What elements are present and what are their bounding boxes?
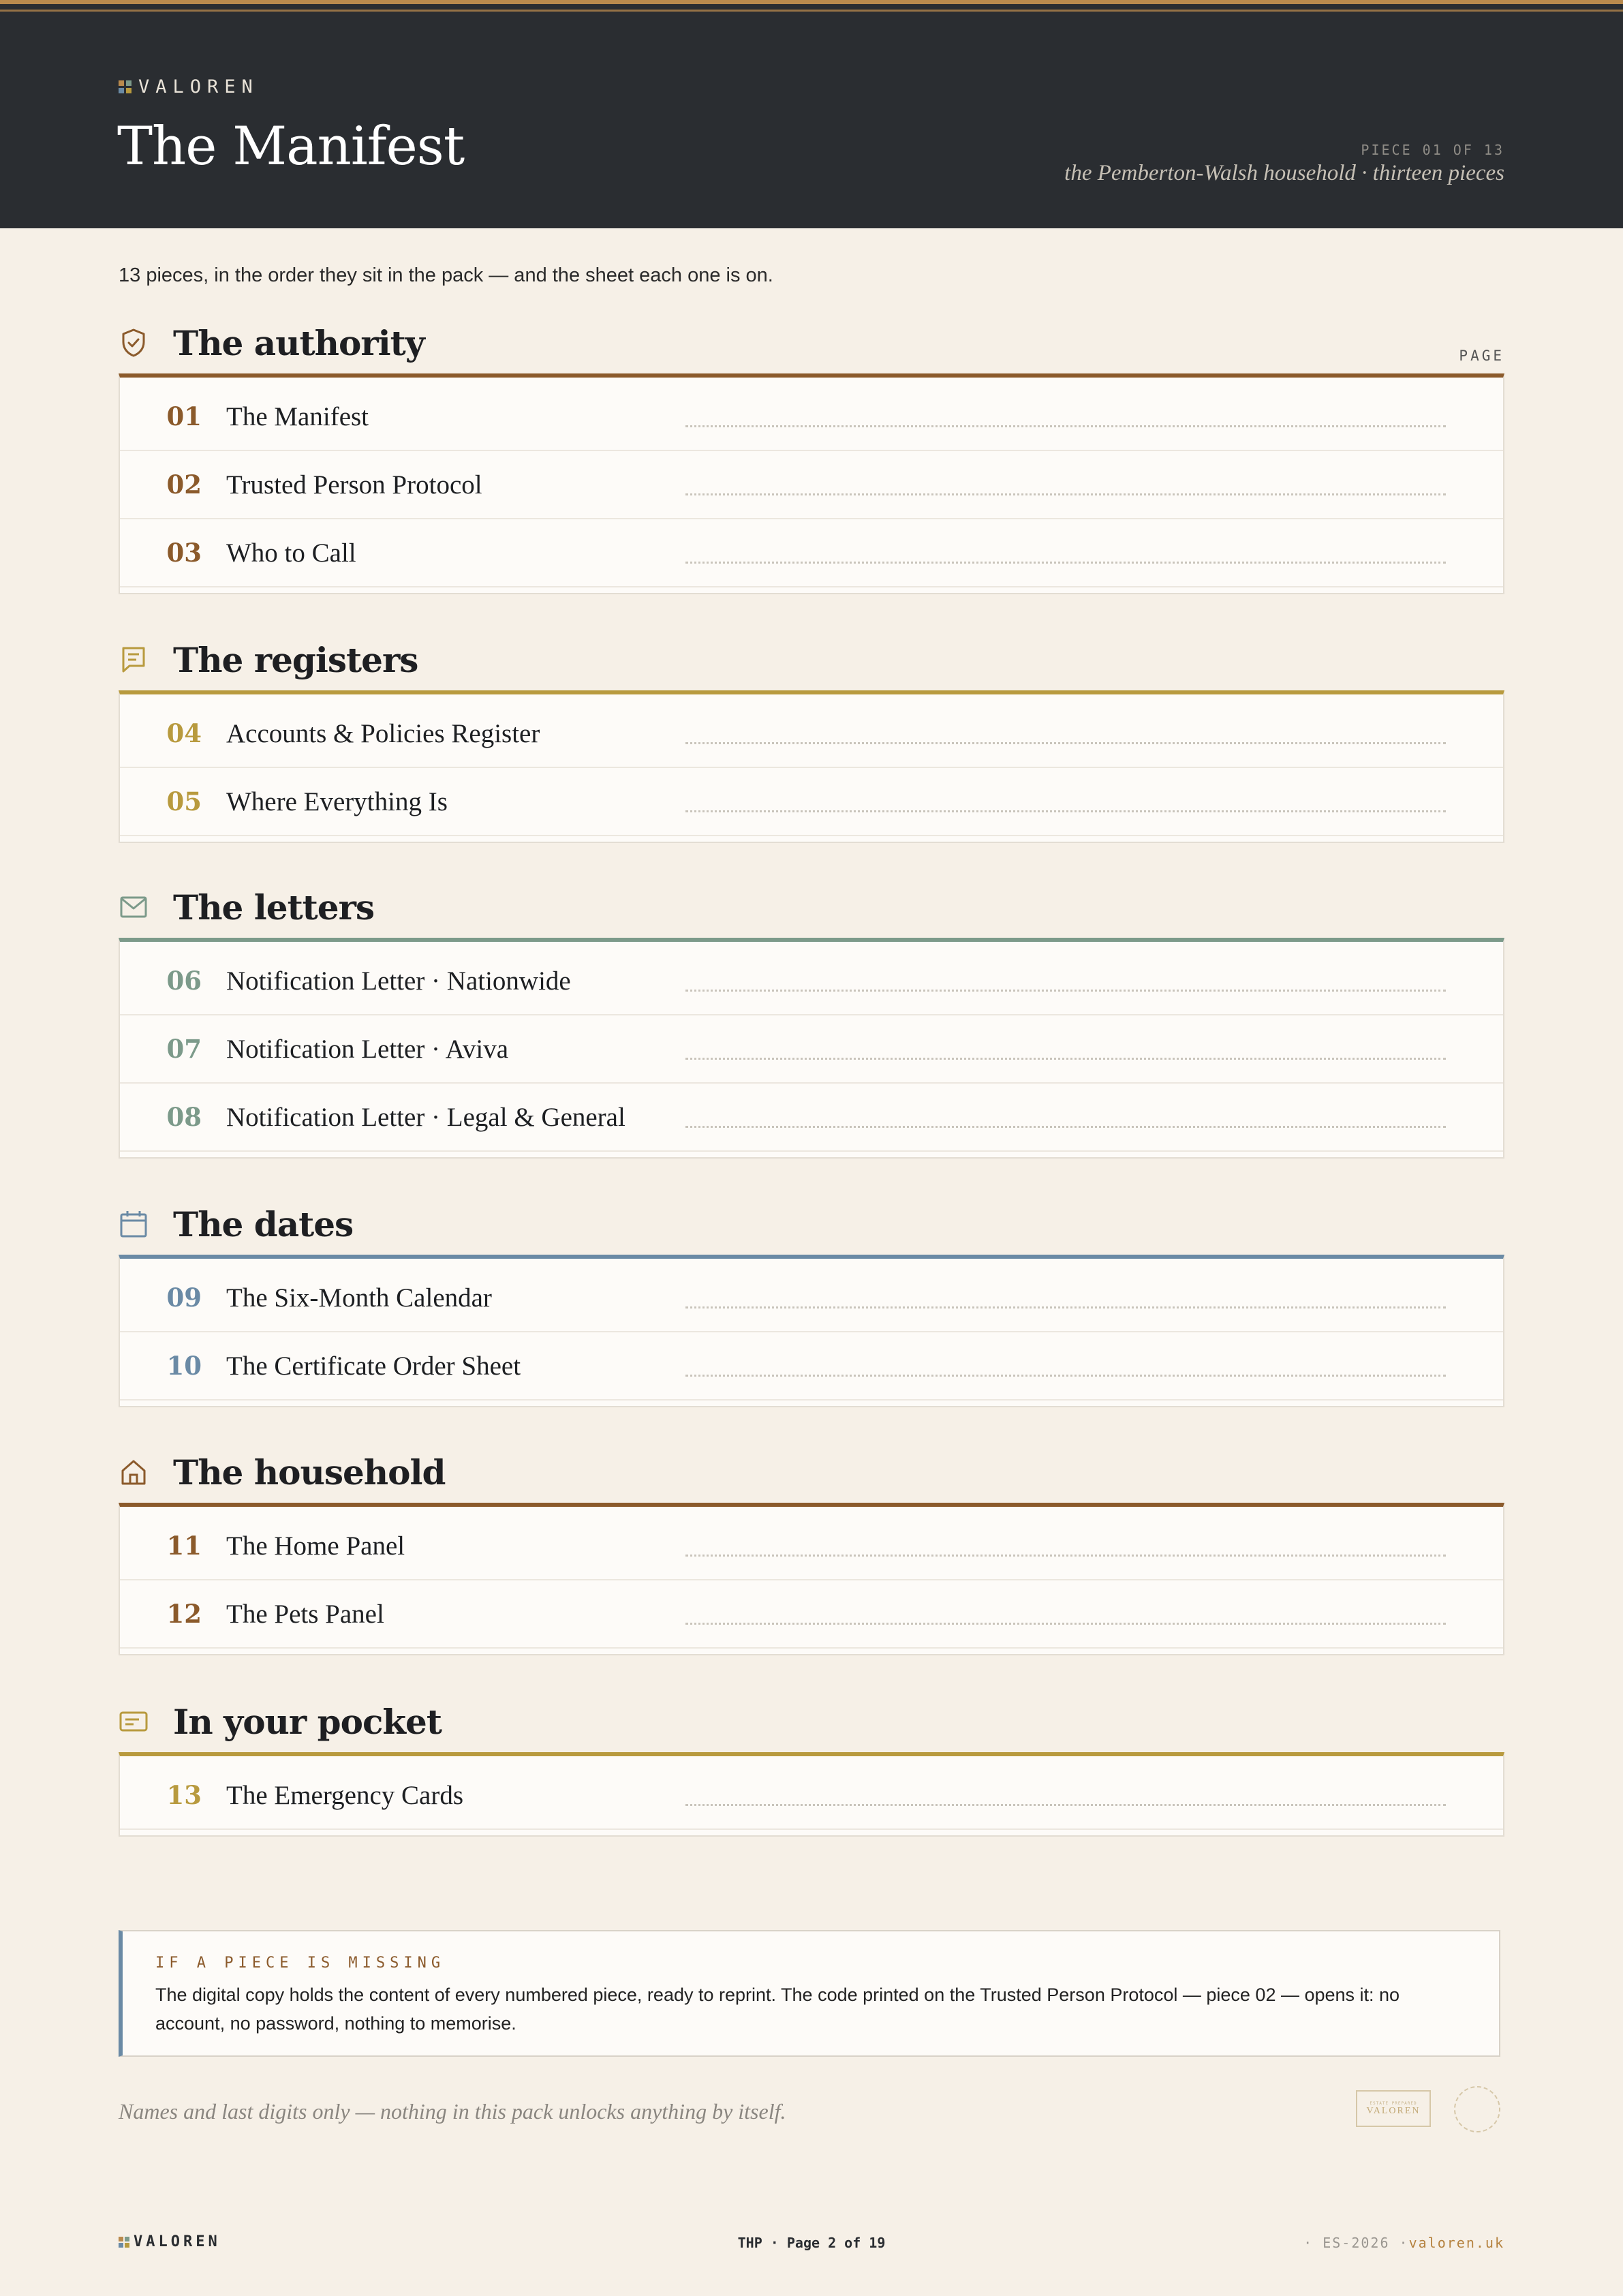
piece-number: 10 — [166, 1351, 202, 1381]
brand-logo — [119, 76, 259, 97]
list-item[interactable] — [120, 519, 1503, 587]
section-list — [119, 938, 1504, 1159]
dotted-leader — [685, 562, 1446, 564]
closing-note: Names and last digits only — nothing in this pack unlocks anything by itself. — [119, 2099, 786, 2124]
list-item[interactable] — [120, 1512, 1503, 1580]
stamp-name: VALOREN — [1366, 2105, 1421, 2116]
piece-label: Notification Letter · Legal & General — [226, 1102, 625, 1132]
section-list — [119, 1752, 1504, 1837]
dotted-leader — [685, 1306, 1446, 1308]
intro-text: 13 pieces, in the order they sit in the pack — and the sheet each one is on. — [119, 264, 773, 286]
footer-brand-name: VALOREN — [134, 2233, 221, 2250]
section-title: The household — [173, 1452, 446, 1493]
section-the-authority — [119, 312, 1504, 594]
dotted-leader — [685, 990, 1446, 992]
missing-piece-callout — [119, 1930, 1500, 2057]
piece-label: The Six-Month Calendar — [226, 1283, 492, 1313]
piece-number: 13 — [166, 1780, 202, 1810]
list-item[interactable] — [120, 1015, 1503, 1084]
piece-label: Where Everything Is — [226, 786, 448, 816]
section-header — [119, 312, 1504, 373]
header-top-rule — [0, 0, 1623, 4]
calendar-icon — [119, 1209, 149, 1239]
footer-url[interactable]: valoren.uk — [1408, 2235, 1504, 2251]
section-in-your-pocket — [119, 1691, 1504, 1837]
list-item[interactable] — [120, 383, 1503, 451]
section-title: The dates — [173, 1204, 354, 1244]
dotted-leader — [685, 1126, 1446, 1128]
dotted-leader — [685, 1058, 1446, 1060]
brand-mark-icon — [119, 80, 132, 93]
section-list — [119, 690, 1504, 843]
dotted-leader — [685, 1375, 1446, 1377]
section-list — [119, 1503, 1504, 1655]
piece-label: The Manifest — [226, 401, 369, 431]
envelope-icon — [119, 892, 149, 922]
piece-number: 12 — [166, 1599, 202, 1629]
dotted-leader — [685, 1555, 1446, 1557]
list-item[interactable] — [120, 1084, 1503, 1152]
piece-label: Who to Call — [226, 538, 356, 568]
list-item[interactable] — [120, 1762, 1503, 1830]
list-item[interactable] — [120, 700, 1503, 768]
dotted-leader — [685, 425, 1446, 427]
section-header — [119, 876, 1504, 938]
section-the-registers — [119, 629, 1504, 843]
round-seal — [1454, 2086, 1500, 2132]
footer-meta — [1303, 2235, 1504, 2251]
piece-number: 05 — [166, 786, 202, 816]
section-title: The authority — [173, 322, 424, 363]
piece-label: Trusted Person Protocol — [226, 470, 482, 500]
piece-number: 07 — [166, 1034, 202, 1064]
section-the-household — [119, 1441, 1504, 1655]
footer-page-number: THP · Page 2 of 19 — [737, 2235, 886, 2251]
stamp-small-text: ESTATE PREPARED — [1370, 2100, 1417, 2106]
list-item[interactable] — [120, 1580, 1503, 1649]
header-top-rule-thin — [0, 10, 1623, 12]
footer-code: · ES-2026 · — [1303, 2235, 1409, 2251]
piece-label: Accounts & Policies Register — [226, 718, 540, 748]
valoren-stamp — [1356, 2090, 1431, 2127]
card-icon — [119, 1706, 149, 1736]
brand-name: VALOREN — [138, 76, 259, 97]
dotted-leader — [685, 493, 1446, 495]
dotted-leader — [685, 810, 1446, 812]
section-title: The registers — [173, 639, 418, 680]
piece-counter: PIECE 01 OF 13 — [1361, 142, 1504, 158]
dotted-leader — [685, 742, 1446, 744]
section-title: The letters — [173, 887, 375, 928]
piece-label: The Home Panel — [226, 1531, 405, 1561]
section-the-letters — [119, 876, 1504, 1159]
list-item[interactable] — [120, 451, 1503, 519]
callout-body: The digital copy holds the content of every numbered piece, ready to reprint. The code printed on the Trusted Person Protocol — piece 02 — opens it: no account, no password, nothing to memorise. — [155, 1985, 1400, 2034]
section-header — [119, 1193, 1504, 1255]
section-list — [119, 1255, 1504, 1407]
piece-number: 03 — [166, 538, 202, 568]
section-the-dates — [119, 1193, 1504, 1407]
piece-number: 11 — [166, 1531, 202, 1561]
section-list — [119, 373, 1504, 594]
list-item[interactable] — [120, 1264, 1503, 1332]
shield-check-icon — [119, 328, 149, 358]
dotted-leader — [685, 1804, 1446, 1806]
piece-number: 09 — [166, 1283, 202, 1313]
list-item[interactable] — [120, 947, 1503, 1015]
piece-number: 02 — [166, 470, 202, 500]
piece-number: 08 — [166, 1102, 202, 1132]
household-subtitle: the Pemberton-Walsh household · thirteen pieces — [1064, 161, 1504, 185]
piece-label: Notification Letter · Aviva — [226, 1034, 509, 1064]
piece-number: 06 — [166, 966, 202, 996]
piece-number: 04 — [166, 718, 202, 748]
dotted-leader — [685, 1623, 1446, 1625]
section-title: In your pocket — [173, 1701, 442, 1742]
section-header — [119, 1691, 1504, 1752]
piece-label: Notification Letter · Nationwide — [226, 966, 571, 996]
home-icon — [119, 1457, 149, 1487]
list-item[interactable] — [120, 1332, 1503, 1400]
piece-label: The Certificate Order Sheet — [226, 1351, 521, 1381]
callout-caption: IF A PIECE IS MISSING — [155, 1955, 446, 1972]
register-icon — [119, 645, 149, 675]
section-header — [119, 1441, 1504, 1503]
page-title: The Manifest — [117, 116, 465, 177]
header-band — [0, 0, 1623, 228]
section-header — [119, 629, 1504, 690]
piece-label: The Pets Panel — [226, 1599, 384, 1629]
list-item[interactable] — [120, 768, 1503, 836]
piece-label: The Emergency Cards — [226, 1780, 463, 1810]
piece-number: 01 — [166, 401, 202, 431]
page-column-label: PAGE — [1459, 348, 1504, 364]
